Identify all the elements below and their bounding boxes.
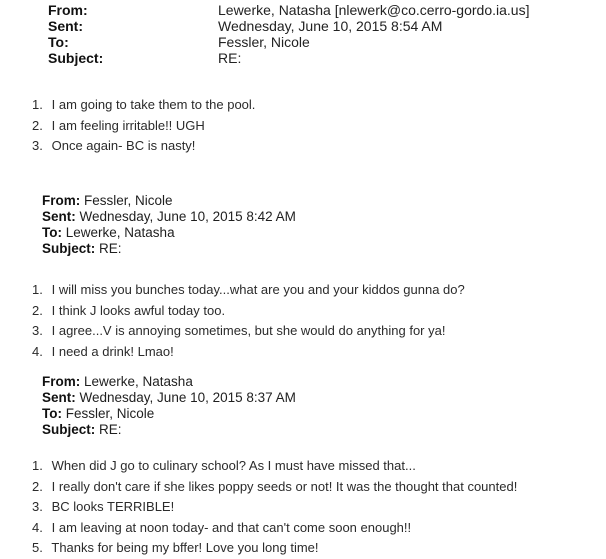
header-sent-row: [48, 18, 588, 34]
list-item: 4. I am leaving at noon today- and that can't come soon enough!!: [32, 519, 412, 535]
list-item: 4. I need a drink! Lmao!: [32, 343, 174, 359]
header-subject-row: [48, 50, 588, 66]
list-item: 1. I will miss you bunches today...what are you and your kiddos gunna do?: [32, 282, 465, 297]
reply2-sent: Sent: Wednesday, June 10, 2015 8:37 AM: [42, 390, 296, 405]
reply1-header: [42, 193, 296, 257]
sent-value: Wednesday, June 10, 2015 8:54 AM: [218, 18, 443, 34]
list-item: 3. BC looks TERRIBLE!: [32, 499, 175, 514]
list-item: 3. Once again- BC is nasty!: [32, 138, 196, 153]
header-to-row: [48, 34, 588, 50]
subject-label: Subject:: [48, 50, 104, 66]
from-value: Lewerke, Natasha [nlewerk@co.cerro-gordo.ia.us]: [218, 2, 530, 18]
message2-list: [32, 280, 465, 362]
subject-value: RE:: [218, 50, 242, 66]
to-label: To:: [48, 34, 69, 50]
header-from-row: [48, 2, 588, 18]
reply1-subject: Subject: RE:: [42, 241, 122, 256]
message3-list: [32, 456, 517, 559]
reply2-from: From: Lewerke, Natasha: [42, 374, 193, 389]
reply1-to: To: Lewerke, Natasha: [42, 225, 175, 240]
reply2-header: [42, 374, 296, 438]
list-item: 1. I am going to take them to the pool.: [32, 97, 256, 112]
reply2-subject: Subject: RE:: [42, 422, 122, 437]
message1-list: [32, 95, 255, 157]
list-item: 1. When did J go to culinary school? As I must have missed that...: [32, 458, 416, 473]
to-value: Fessler, Nicole: [218, 34, 310, 50]
from-label: From:: [48, 2, 88, 18]
list-item: 3. I agree...V is annoying sometimes, but she would do anything for ya!: [32, 323, 446, 338]
reply1-sent: Sent: Wednesday, June 10, 2015 8:42 AM: [42, 209, 296, 224]
reply1-from: From: Fessler, Nicole: [42, 193, 173, 208]
reply2-to: To: Fessler, Nicole: [42, 406, 155, 421]
sent-label: Sent:: [48, 18, 83, 34]
list-item: 2. I think J looks awful today too.: [32, 302, 226, 318]
list-item: 2. I really don't care if she likes poppy seeds or not! It was the thought that counted!: [32, 478, 518, 494]
list-item: 5. Thanks for being my bffer! Love you long time!: [32, 540, 319, 555]
message-header: [48, 2, 588, 66]
list-item: 2. I am feeling irritable!! UGH: [32, 117, 205, 133]
